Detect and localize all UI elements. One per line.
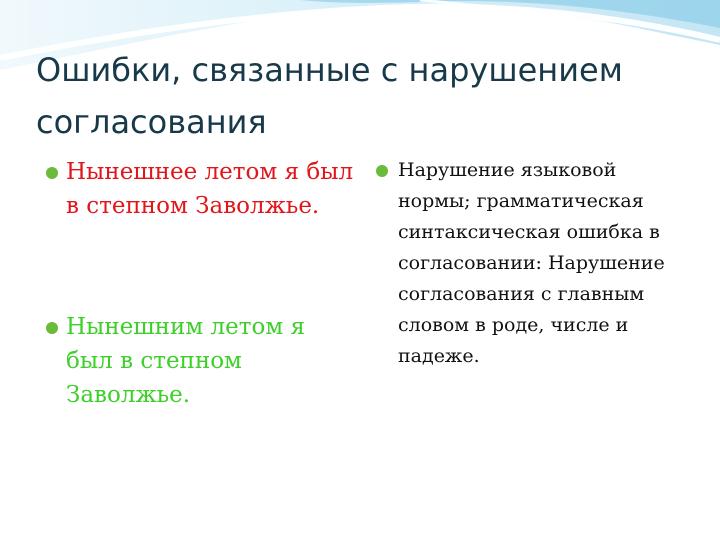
correct-example-text: Нынешним летом я был в степном Заволжье. [66, 314, 306, 408]
incorrect-example-item [46, 155, 356, 223]
right-explanation-list [378, 155, 693, 372]
explanation-item [378, 155, 693, 372]
slide-title: Ошибки, связанные с нарушением согласования [36, 51, 623, 141]
bullet-icon [46, 322, 58, 334]
correct-example-item [46, 310, 356, 412]
explanation-text: Нарушение языковой нормы; грамматическая синтаксическая ошибка в согласовании: Нарушение согласования с главным словом в роде, числе и падеже. [398, 159, 665, 367]
left-examples-list [46, 155, 356, 412]
incorrect-example-text: Нынешнее летом я был в степном Заволжье. [66, 159, 354, 219]
bullet-icon [376, 165, 388, 177]
bullet-icon [46, 167, 58, 179]
